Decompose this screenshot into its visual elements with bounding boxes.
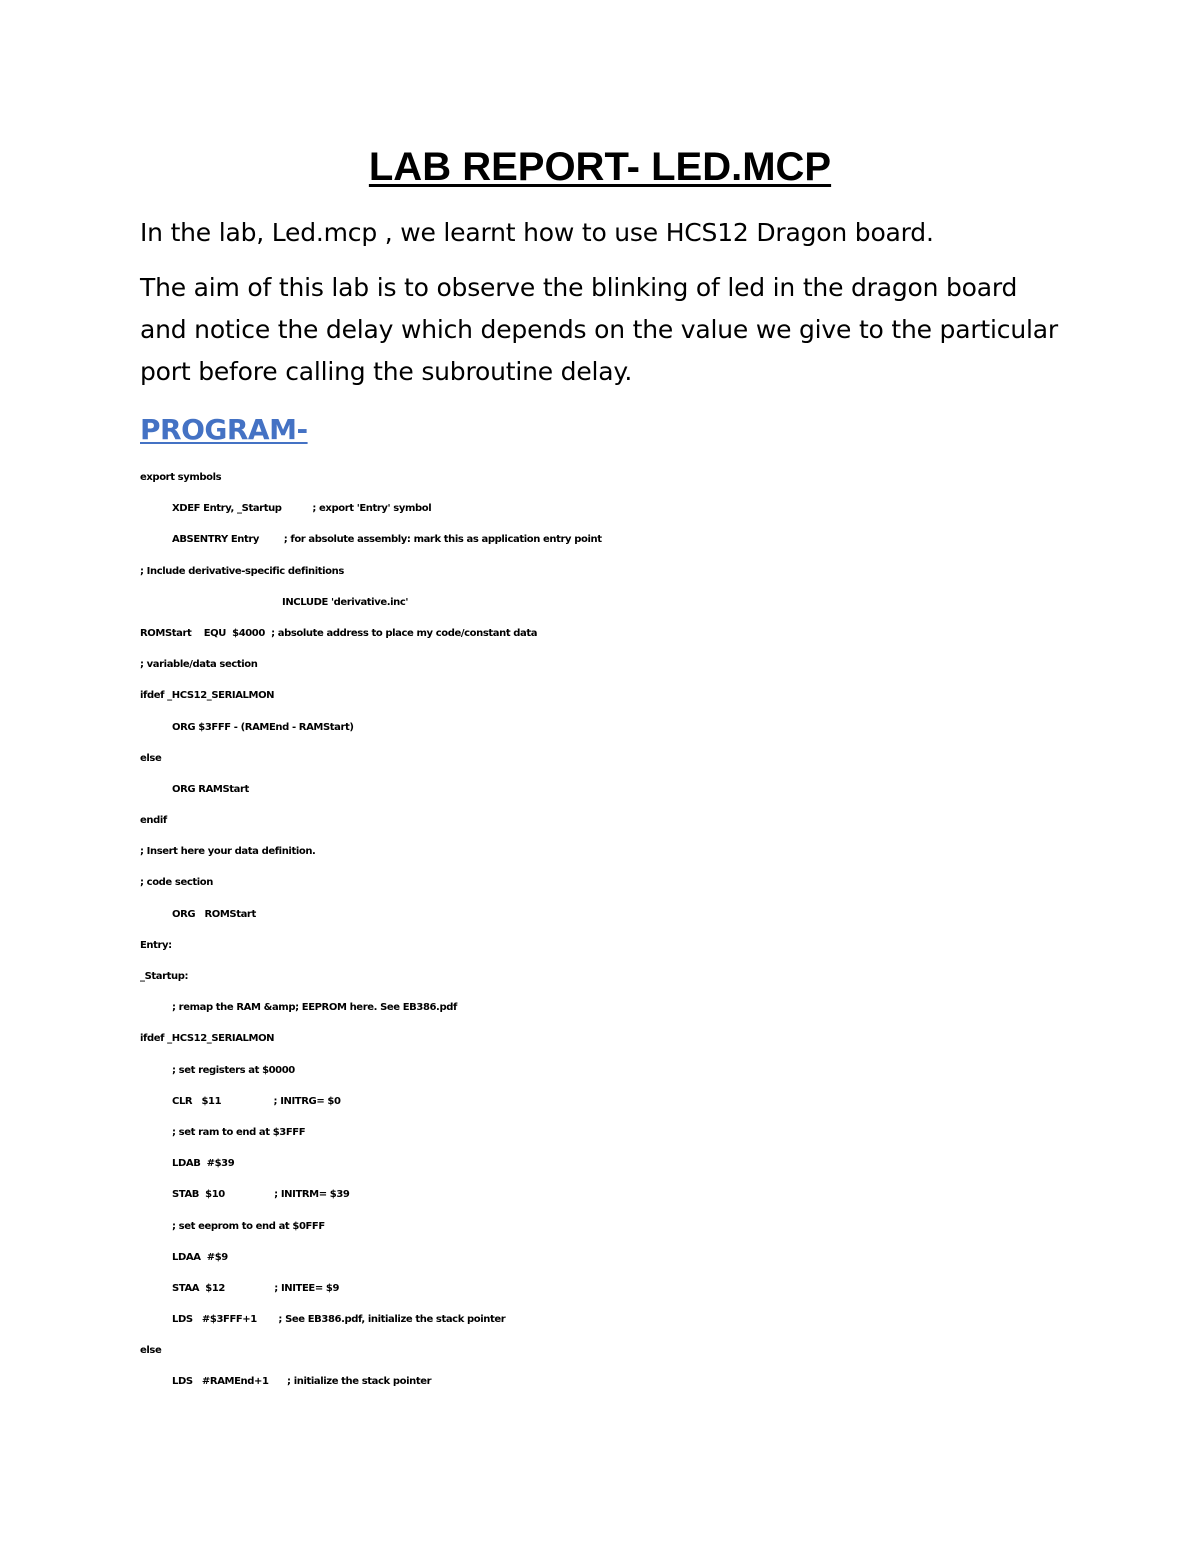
code-line: else [140,1345,162,1357]
code-line: ; Include derivative-specific definitions [140,565,344,577]
code-line: ORG RAMStart [172,783,249,795]
code-line: ; set registers at $0000 [172,1064,295,1076]
code-line: export symbols [140,472,222,483]
code-line: ifdef _HCS12_SERIALMON [140,690,275,702]
code-line: ifdef _HCS12_SERIALMON [140,1033,275,1045]
code-line: CLR $11 ; INITRG= $0 [172,1095,341,1107]
code-line: endif [140,815,167,827]
program-heading: PROGRAM- [140,413,308,446]
code-line: STAB $10 ; INITRM= $39 [172,1189,350,1201]
code-line: LDAB #$39 [172,1158,235,1170]
code-line: LDS #RAMEnd+1 ; initialize the stack pointer [172,1376,432,1388]
code-line: ABSENTRY Entry ; for absolute assembly: mark this as application entry point [172,534,602,546]
page-title: LAB REPORT- LED.MCP [368,145,832,189]
intro-paragraph: In the lab, Led.mcp , we learnt how to use HCS12 Dragon board. [140,218,934,247]
code-line: XDEF Entry, _Startup ; export 'Entry' symbol [172,503,432,515]
code-line: _Startup: [140,971,189,982]
code-line: INCLUDE 'derivative.inc' [282,596,409,608]
aim-paragraph: The aim of this lab is to observe the blinking of led in the dragon board and notice the delay which depends on the value we give to the particular port before calling the subroutine delay. [140,273,1058,386]
code-line: ; set ram to end at $3FFF [172,1126,306,1138]
code-line: LDAA #$9 [172,1251,228,1263]
code-line: Entry: [140,939,172,951]
code-line: ORG ROMStart [172,908,256,920]
code-line: ; remap the RAM &amp; EEPROM here. See EB386.pdf [172,1002,457,1014]
code-line: ; variable/data section [140,659,258,671]
code-line: LDS #$3FFF+1 ; See EB386.pdf, initialize the stack pointer [172,1314,506,1326]
code-line: ; code section [140,877,213,889]
code-line: STAA $12 ; INITEE= $9 [172,1282,340,1294]
code-line: else [140,752,162,764]
code-line: ORG $3FFF - (RAMEnd - RAMStart) [172,721,354,733]
code-line: ; Insert here your data definition. [140,846,316,858]
program-code-listing [140,468,1100,1404]
code-line: ROMStart EQU $4000 ; absolute address to place my code/constant data [140,627,538,639]
code-line: ; set eeprom to end at $0FFF [172,1220,325,1232]
